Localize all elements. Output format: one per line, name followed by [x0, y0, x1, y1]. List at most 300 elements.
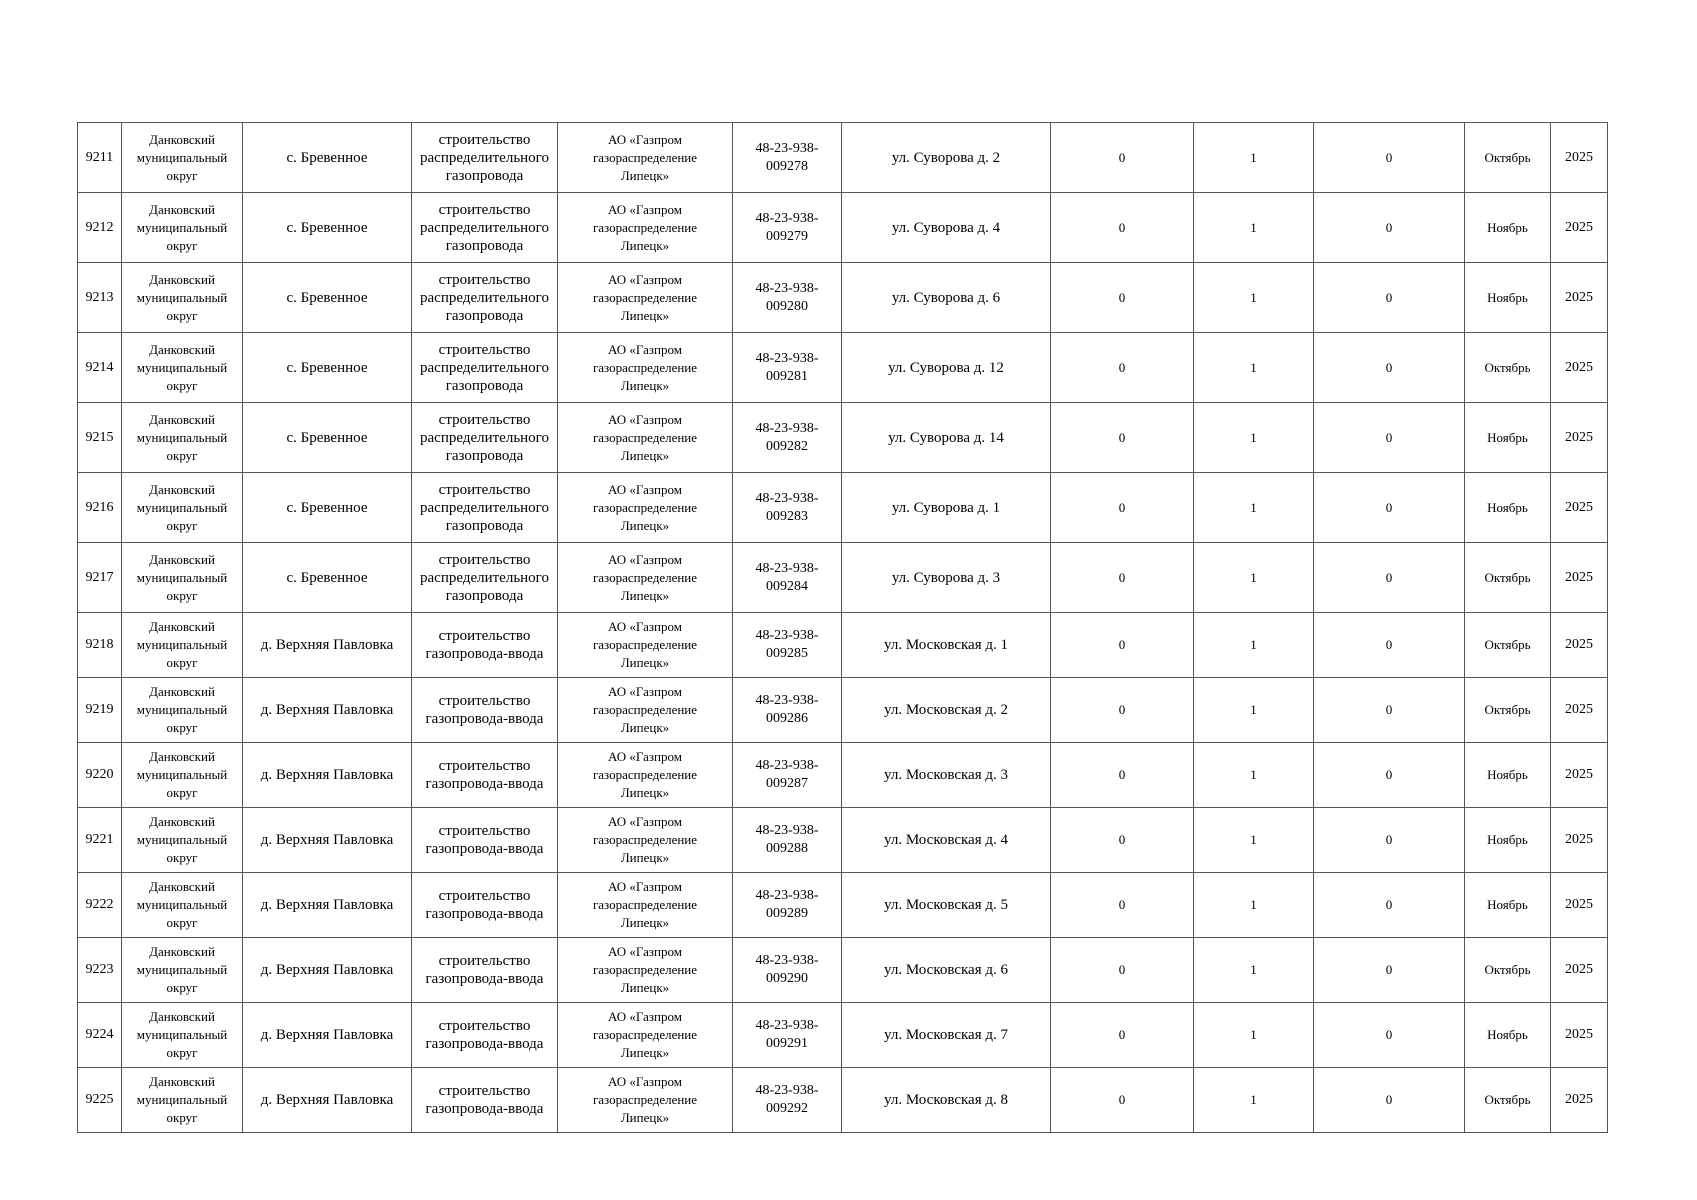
value-2-cell: 1 [1194, 123, 1314, 193]
settlement-cell: д. Верхняя Павловка [243, 808, 412, 873]
value-2-cell: 1 [1194, 543, 1314, 613]
organization-line: Липецк» [620, 980, 670, 995]
month-cell: Ноябрь [1465, 473, 1551, 543]
object-code-line: 009289 [766, 906, 808, 921]
value-3-cell: 0 [1314, 1068, 1465, 1133]
work-type-line: строительство [438, 481, 531, 498]
organization-line: Липецк» [620, 517, 670, 533]
organization-line: Липецк» [620, 237, 670, 253]
object-code-cell [733, 613, 842, 678]
organization-cell [558, 743, 733, 808]
organization-cell [558, 123, 733, 193]
organization-line: газораспределение [592, 289, 698, 305]
table-row [78, 873, 1608, 938]
district-line: Данковский [149, 749, 215, 764]
organization-cell [558, 1003, 733, 1068]
settlement-cell: д. Верхняя Павловка [243, 743, 412, 808]
value-3-cell: 0 [1314, 543, 1465, 613]
value-1-cell: 0 [1051, 543, 1194, 613]
work-type-cell [412, 613, 558, 678]
organization-line: Липецк» [620, 915, 670, 930]
row-number-cell: 9213 [78, 263, 122, 333]
year-cell: 2025 [1551, 743, 1608, 808]
object-code-line: 009282 [766, 438, 808, 454]
value-3-cell: 0 [1314, 678, 1465, 743]
address-cell: ул. Московская д. 4 [842, 808, 1051, 873]
month-cell: Октябрь [1465, 678, 1551, 743]
value-3-cell: 0 [1314, 743, 1465, 808]
district-cell [122, 678, 243, 743]
district-cell [122, 263, 243, 333]
organization-line: газораспределение [592, 1092, 698, 1107]
district-cell [122, 473, 243, 543]
table-row [78, 938, 1608, 1003]
district-line: Данковский [149, 1009, 215, 1024]
work-type-line: газопровода-ввода [425, 711, 544, 727]
organization-line: Липецк» [620, 587, 670, 603]
organization-line: АО «Газпром [608, 879, 682, 894]
organization-cell [558, 873, 733, 938]
district-line: округ [166, 720, 198, 735]
object-code-line: 48-23-938- [755, 1018, 819, 1033]
district-line: округ [166, 237, 198, 253]
value-1-cell: 0 [1051, 193, 1194, 263]
value-3-cell: 0 [1314, 193, 1465, 263]
value-2-cell: 1 [1194, 193, 1314, 263]
object-code-line: 009283 [766, 508, 808, 524]
month-cell: Октябрь [1465, 938, 1551, 1003]
organization-line: АО «Газпром [608, 341, 682, 357]
address-cell: ул. Суворова д. 1 [842, 473, 1051, 543]
district-line: Данковский [149, 271, 215, 287]
district-cell [122, 193, 243, 263]
organization-line: газораспределение [592, 767, 698, 782]
district-line: Данковский [149, 201, 215, 217]
object-code-cell [733, 1003, 842, 1068]
settlement-cell: с. Бревенное [243, 403, 412, 473]
organization-line: газораспределение [592, 149, 698, 165]
district-line: Данковский [149, 341, 215, 357]
work-type-line: строительство [438, 341, 531, 358]
district-line: Данковский [149, 131, 215, 147]
organization-cell [558, 808, 733, 873]
district-line: Данковский [149, 814, 215, 829]
value-1-cell: 0 [1051, 333, 1194, 403]
value-2-cell: 1 [1194, 1003, 1314, 1068]
work-type-line: газопровода-ввода [425, 971, 544, 987]
organization-line: АО «Газпром [608, 201, 682, 217]
year-cell: 2025 [1551, 333, 1608, 403]
object-code-line: 009287 [766, 776, 808, 791]
work-type-cell [412, 1068, 558, 1133]
work-type-line: газопровода-ввода [425, 906, 544, 922]
value-2-cell: 1 [1194, 678, 1314, 743]
row-number-cell: 9224 [78, 1003, 122, 1068]
address-cell: ул. Суворова д. 4 [842, 193, 1051, 263]
district-line: Данковский [149, 684, 215, 699]
work-type-cell [412, 743, 558, 808]
organization-line: Липецк» [620, 785, 670, 800]
work-type-cell [412, 873, 558, 938]
year-cell: 2025 [1551, 938, 1608, 1003]
district-line: округ [166, 1045, 198, 1060]
work-type-cell [412, 403, 558, 473]
organization-line: АО «Газпром [608, 551, 682, 567]
address-cell: ул. Суворова д. 14 [842, 403, 1051, 473]
object-code-line: 48-23-938- [755, 350, 819, 366]
district-line: муниципальный [136, 499, 228, 515]
work-type-line: строительство [438, 411, 531, 428]
object-code-cell [733, 123, 842, 193]
organization-line: Липецк» [620, 167, 670, 183]
district-line: округ [166, 307, 198, 323]
address-cell: ул. Московская д. 6 [842, 938, 1051, 1003]
value-1-cell: 0 [1051, 1003, 1194, 1068]
row-number-cell: 9215 [78, 403, 122, 473]
settlement-cell: с. Бревенное [243, 263, 412, 333]
organization-line: газораспределение [592, 499, 698, 515]
object-code-cell [733, 543, 842, 613]
district-line: округ [166, 167, 198, 183]
month-cell: Ноябрь [1465, 403, 1551, 473]
work-type-line: строительство [438, 758, 531, 774]
work-type-line: газопровода-ввода [425, 646, 544, 662]
work-type-line: газопровода-ввода [425, 1036, 544, 1052]
object-code-cell [733, 808, 842, 873]
month-cell: Ноябрь [1465, 263, 1551, 333]
work-type-line: строительство [438, 131, 531, 148]
value-3-cell: 0 [1314, 263, 1465, 333]
value-1-cell: 0 [1051, 678, 1194, 743]
district-cell [122, 873, 243, 938]
district-line: муниципальный [136, 219, 228, 235]
district-line: муниципальный [136, 149, 228, 165]
work-type-cell [412, 678, 558, 743]
object-code-line: 009281 [766, 368, 808, 384]
district-line: муниципальный [136, 832, 228, 847]
month-cell: Октябрь [1465, 613, 1551, 678]
object-code-line: 48-23-938- [755, 628, 819, 643]
row-number-cell: 9220 [78, 743, 122, 808]
row-number-cell: 9217 [78, 543, 122, 613]
organization-line: Липецк» [620, 1045, 670, 1060]
value-3-cell: 0 [1314, 333, 1465, 403]
district-line: Данковский [149, 879, 215, 894]
object-code-line: 009290 [766, 971, 808, 986]
district-line: муниципальный [136, 637, 228, 652]
work-type-line: газопровода [445, 237, 524, 254]
organization-line: Липецк» [620, 1110, 670, 1125]
address-cell: ул. Московская д. 5 [842, 873, 1051, 938]
object-code-line: 48-23-938- [755, 280, 819, 296]
work-type-line: распределительного [420, 499, 549, 516]
address-cell: ул. Суворова д. 12 [842, 333, 1051, 403]
row-number-cell: 9216 [78, 473, 122, 543]
organization-cell [558, 613, 733, 678]
organization-line: Липецк» [620, 447, 670, 463]
organization-line: газораспределение [592, 359, 698, 375]
organization-line: АО «Газпром [608, 944, 682, 959]
value-1-cell: 0 [1051, 473, 1194, 543]
organization-line: АО «Газпром [608, 749, 682, 764]
district-line: муниципальный [136, 1027, 228, 1042]
work-type-line: строительство [438, 1018, 531, 1034]
settlement-cell: с. Бревенное [243, 333, 412, 403]
district-line: муниципальный [136, 569, 228, 585]
work-type-cell [412, 193, 558, 263]
year-cell: 2025 [1551, 613, 1608, 678]
object-code-cell [733, 193, 842, 263]
address-cell: ул. Московская д. 1 [842, 613, 1051, 678]
value-3-cell: 0 [1314, 1003, 1465, 1068]
object-code-line: 48-23-938- [755, 823, 819, 838]
organization-line: газораспределение [592, 962, 698, 977]
table-row [78, 193, 1608, 263]
row-number-cell: 9221 [78, 808, 122, 873]
object-code-line: 48-23-938- [755, 210, 819, 226]
organization-line: АО «Газпром [608, 814, 682, 829]
organization-line: газораспределение [592, 637, 698, 652]
address-cell: ул. Московская д. 8 [842, 1068, 1051, 1133]
work-type-line: распределительного [420, 289, 549, 306]
district-cell [122, 1003, 243, 1068]
month-cell: Ноябрь [1465, 743, 1551, 808]
organization-cell [558, 193, 733, 263]
value-2-cell: 1 [1194, 808, 1314, 873]
work-type-cell [412, 543, 558, 613]
object-code-line: 009285 [766, 646, 808, 661]
work-type-line: строительство [438, 693, 531, 709]
table-row [78, 808, 1608, 873]
year-cell: 2025 [1551, 1068, 1608, 1133]
organization-line: газораспределение [592, 1027, 698, 1042]
month-cell: Октябрь [1465, 1068, 1551, 1133]
district-line: муниципальный [136, 962, 228, 977]
district-cell [122, 333, 243, 403]
address-cell: ул. Московская д. 3 [842, 743, 1051, 808]
value-2-cell: 1 [1194, 938, 1314, 1003]
object-code-line: 48-23-938- [755, 140, 819, 156]
work-type-cell [412, 123, 558, 193]
district-line: Данковский [149, 551, 215, 567]
table-row [78, 543, 1608, 613]
month-cell: Октябрь [1465, 543, 1551, 613]
value-2-cell: 1 [1194, 263, 1314, 333]
settlement-cell: с. Бревенное [243, 193, 412, 263]
district-line: Данковский [149, 944, 215, 959]
value-1-cell: 0 [1051, 613, 1194, 678]
settlement-cell: д. Верхняя Павловка [243, 1068, 412, 1133]
organization-line: АО «Газпром [608, 271, 682, 287]
table-row [78, 263, 1608, 333]
work-type-cell [412, 938, 558, 1003]
year-cell: 2025 [1551, 678, 1608, 743]
district-line: Данковский [149, 619, 215, 634]
year-cell: 2025 [1551, 873, 1608, 938]
work-type-line: распределительного [420, 359, 549, 376]
object-code-line: 48-23-938- [755, 490, 819, 506]
work-type-cell [412, 473, 558, 543]
object-code-line: 48-23-938- [755, 758, 819, 773]
month-cell: Ноябрь [1465, 808, 1551, 873]
table-row [78, 473, 1608, 543]
object-code-line: 48-23-938- [755, 1083, 819, 1098]
district-line: округ [166, 915, 198, 930]
district-line: Данковский [149, 481, 215, 497]
year-cell: 2025 [1551, 123, 1608, 193]
work-type-cell [412, 263, 558, 333]
table-row [78, 1003, 1608, 1068]
work-type-cell [412, 333, 558, 403]
district-cell [122, 808, 243, 873]
value-1-cell: 0 [1051, 873, 1194, 938]
month-cell: Ноябрь [1465, 193, 1551, 263]
value-1-cell: 0 [1051, 938, 1194, 1003]
month-cell: Ноябрь [1465, 873, 1551, 938]
district-line: Данковский [149, 411, 215, 427]
settlement-cell: д. Верхняя Павловка [243, 678, 412, 743]
value-3-cell: 0 [1314, 473, 1465, 543]
work-type-line: газопровода [445, 517, 524, 534]
address-cell: ул. Суворова д. 2 [842, 123, 1051, 193]
month-cell: Октябрь [1465, 333, 1551, 403]
value-1-cell: 0 [1051, 403, 1194, 473]
district-line: округ [166, 655, 198, 670]
object-code-line: 009280 [766, 298, 808, 314]
table-row [78, 123, 1608, 193]
address-cell: ул. Московская д. 2 [842, 678, 1051, 743]
value-3-cell: 0 [1314, 938, 1465, 1003]
work-type-line: газопровода [445, 447, 524, 464]
organization-line: Липецк» [620, 655, 670, 670]
district-line: округ [166, 377, 198, 393]
district-cell [122, 123, 243, 193]
year-cell: 2025 [1551, 193, 1608, 263]
settlement-cell: с. Бревенное [243, 543, 412, 613]
organization-line: АО «Газпром [608, 1009, 682, 1024]
district-cell [122, 543, 243, 613]
settlement-cell: д. Верхняя Павловка [243, 1003, 412, 1068]
settlement-cell: д. Верхняя Павловка [243, 873, 412, 938]
district-line: муниципальный [136, 702, 228, 717]
object-code-cell [733, 333, 842, 403]
year-cell: 2025 [1551, 473, 1608, 543]
object-code-line: 48-23-938- [755, 420, 819, 436]
work-type-line: газопровода-ввода [425, 1101, 544, 1117]
organization-line: АО «Газпром [608, 619, 682, 634]
table-row [78, 743, 1608, 808]
district-line: округ [166, 980, 198, 995]
district-cell [122, 938, 243, 1003]
organization-line: газораспределение [592, 569, 698, 585]
value-2-cell: 1 [1194, 873, 1314, 938]
settlement-cell: с. Бревенное [243, 473, 412, 543]
year-cell: 2025 [1551, 403, 1608, 473]
object-code-cell [733, 1068, 842, 1133]
work-type-line: газопровода [445, 587, 524, 604]
work-type-line: строительство [438, 271, 531, 288]
value-3-cell: 0 [1314, 808, 1465, 873]
object-code-cell [733, 263, 842, 333]
organization-line: Липецк» [620, 307, 670, 323]
work-type-cell [412, 808, 558, 873]
organization-line: газораспределение [592, 897, 698, 912]
year-cell: 2025 [1551, 808, 1608, 873]
settlement-cell: д. Верхняя Павловка [243, 613, 412, 678]
object-code-cell [733, 678, 842, 743]
work-type-line: газопровода-ввода [425, 776, 544, 792]
work-type-line: строительство [438, 551, 531, 568]
organization-cell [558, 678, 733, 743]
district-cell [122, 613, 243, 678]
organization-cell [558, 1068, 733, 1133]
year-cell: 2025 [1551, 263, 1608, 333]
object-code-line: 009279 [766, 228, 808, 244]
object-code-line: 009288 [766, 841, 808, 856]
object-code-line: 009286 [766, 711, 808, 726]
value-2-cell: 1 [1194, 613, 1314, 678]
work-type-line: строительство [438, 1083, 531, 1099]
object-code-line: 009291 [766, 1036, 808, 1051]
settlement-cell: с. Бревенное [243, 123, 412, 193]
object-code-cell [733, 938, 842, 1003]
gasification-schedule-table [77, 122, 1608, 1133]
row-number-cell: 9211 [78, 123, 122, 193]
value-1-cell: 0 [1051, 1068, 1194, 1133]
table-body [78, 123, 1608, 1133]
district-cell [122, 743, 243, 808]
row-number-cell: 9212 [78, 193, 122, 263]
organization-line: Липецк» [620, 377, 670, 393]
value-3-cell: 0 [1314, 123, 1465, 193]
object-code-line: 009278 [766, 158, 808, 174]
object-code-cell [733, 473, 842, 543]
object-code-line: 48-23-938- [755, 560, 819, 576]
work-type-cell [412, 1003, 558, 1068]
table-row [78, 678, 1608, 743]
value-2-cell: 1 [1194, 473, 1314, 543]
object-code-cell [733, 403, 842, 473]
organization-cell [558, 333, 733, 403]
object-code-cell [733, 743, 842, 808]
district-line: муниципальный [136, 359, 228, 375]
district-line: округ [166, 587, 198, 603]
organization-line: газораспределение [592, 832, 698, 847]
address-cell: ул. Московская д. 7 [842, 1003, 1051, 1068]
work-type-line: распределительного [420, 569, 549, 586]
district-line: округ [166, 1110, 198, 1125]
value-1-cell: 0 [1051, 743, 1194, 808]
organization-line: АО «Газпром [608, 411, 682, 427]
district-line: округ [166, 447, 198, 463]
work-type-line: газопровода-ввода [425, 841, 544, 857]
organization-line: АО «Газпром [608, 481, 682, 497]
district-line: муниципальный [136, 1092, 228, 1107]
value-3-cell: 0 [1314, 873, 1465, 938]
object-code-line: 48-23-938- [755, 888, 819, 903]
value-1-cell: 0 [1051, 263, 1194, 333]
year-cell: 2025 [1551, 1003, 1608, 1068]
work-type-line: распределительного [420, 149, 549, 166]
table-row [78, 403, 1608, 473]
organization-line: газораспределение [592, 429, 698, 445]
object-code-line: 48-23-938- [755, 953, 819, 968]
row-number-cell: 9225 [78, 1068, 122, 1133]
value-1-cell: 0 [1051, 123, 1194, 193]
organization-line: газораспределение [592, 702, 698, 717]
work-type-line: газопровода [445, 307, 524, 324]
district-line: муниципальный [136, 289, 228, 305]
